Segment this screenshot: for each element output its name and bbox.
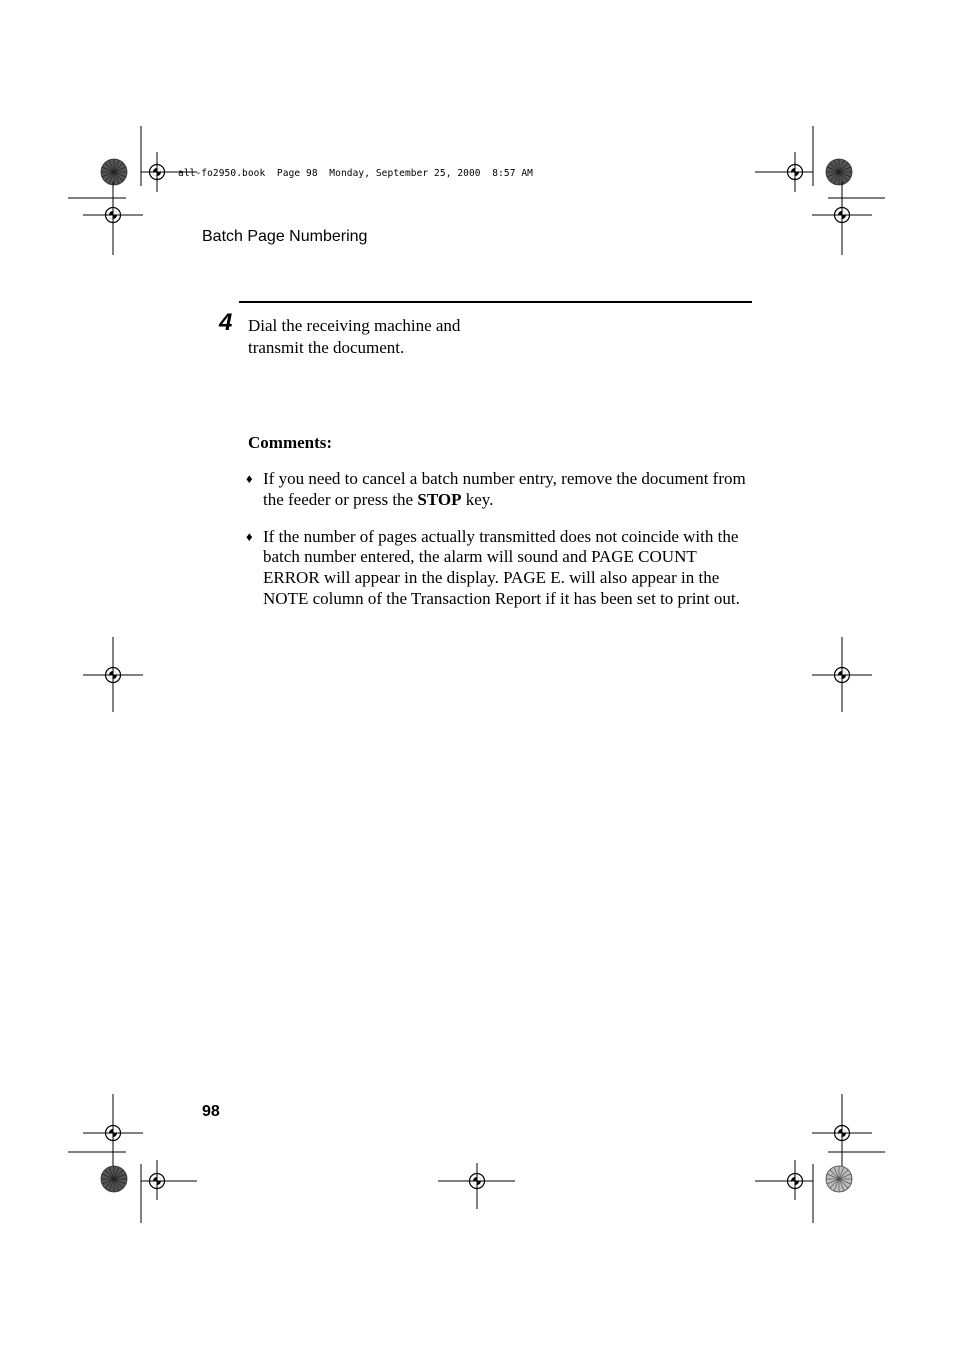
diamond-bullet-icon: ♦ (246, 528, 253, 544)
page-number: 98 (202, 1103, 220, 1120)
color-starburst-icon (826, 1166, 852, 1192)
print-stamp: all-fo2950.book Page 98 Monday, September 25, 2000 8:57 AM (178, 168, 533, 179)
step-divider (239, 301, 752, 303)
color-starburst-icon (101, 1166, 127, 1192)
registration-crosshair-icon (83, 182, 143, 255)
comments-heading: Comments: (248, 433, 333, 452)
stop-key-label: STOP (417, 489, 462, 509)
registration-crosshair-icon (812, 637, 872, 712)
diamond-bullet-icon: ♦ (246, 471, 253, 486)
registration-crosshair-icon (83, 1094, 143, 1168)
running-header: Batch Page Numbering (202, 228, 368, 245)
registration-crosshair-icon (812, 1094, 872, 1168)
step-instruction-line: Dial the receiving machine and (248, 316, 461, 335)
registration-crosshair-icon (755, 1160, 813, 1200)
color-starburst-icon (826, 159, 852, 185)
list-item (246, 469, 746, 511)
registration-crosshair-icon (83, 637, 143, 712)
comment-text: If you need to cancel a batch number entry, remove the document from the feeder or press the (263, 469, 746, 509)
comment-text: If the number of pages actually transmitted does not coincide with the batch number entered, the alarm will sound and PAGE COUNT ERROR will appear in the display. PAGE E. will also appear in the NOTE column of the Transaction Report if it has been set to print out. (263, 526, 740, 608)
color-starburst-icon (101, 159, 127, 185)
comments-list (246, 469, 746, 626)
registration-crosshair-icon (755, 152, 813, 192)
step-instruction (248, 315, 508, 358)
step-number: 4 (219, 309, 233, 336)
step-instruction-line: transmit the document. (248, 337, 405, 357)
registration-crosshair-icon (812, 182, 872, 255)
comment-text: key. (461, 489, 494, 509)
registration-crosshair-icon (141, 1160, 197, 1200)
list-item (246, 527, 746, 610)
registration-crosshair-icon (438, 1163, 515, 1209)
